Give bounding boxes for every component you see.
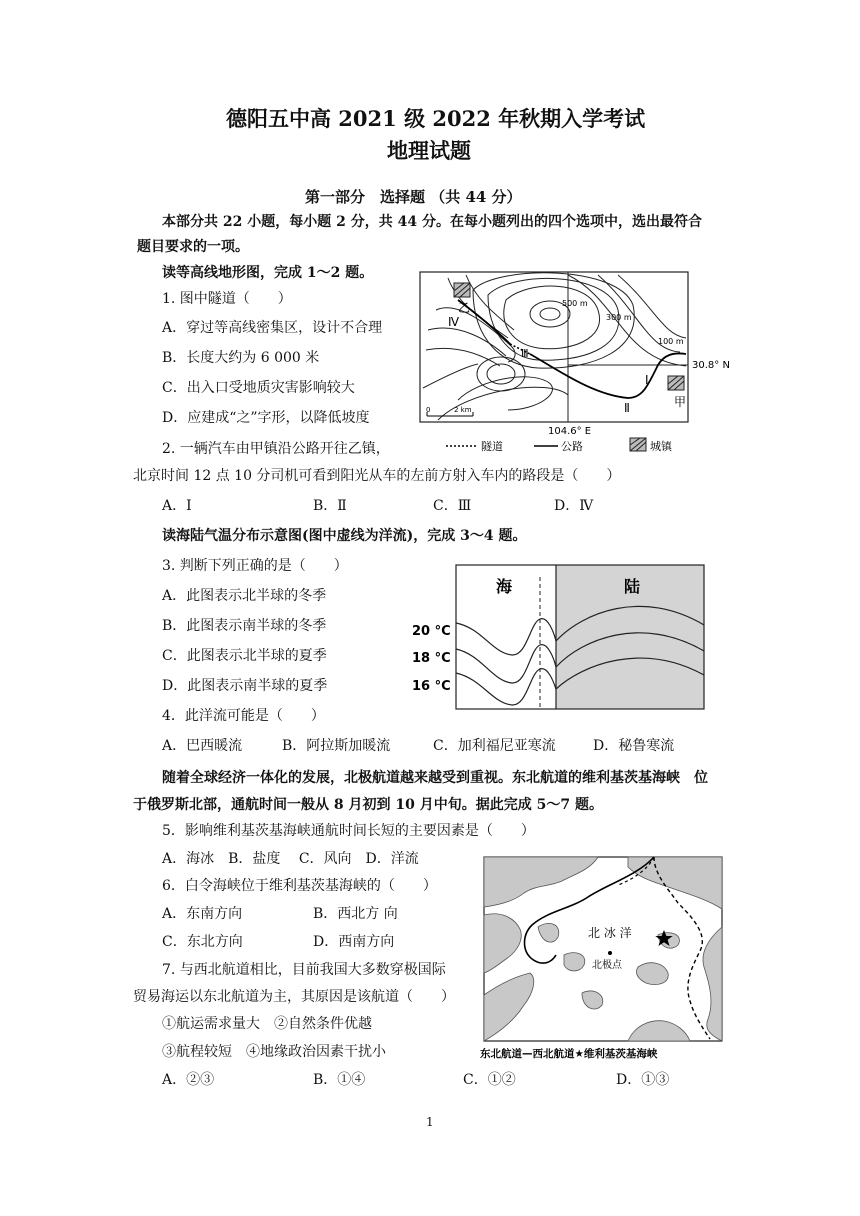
q2-option-c: C．Ⅲ — [433, 498, 472, 514]
q1-option-d: D．应建成“之”字形，以降低坡度 — [162, 410, 370, 426]
sea-label: 海 — [496, 577, 513, 596]
q7-option-c: C．①② — [463, 1072, 516, 1088]
isotherm-label-20: 20 °C — [412, 624, 451, 639]
q7-stem-line2: 贸易海运以东北航道为主，其原因是该航道（ ） — [133, 989, 455, 1005]
instructions-line2: 题目要求的一项。 — [137, 239, 249, 255]
q5-stem: 5．影响维利基茨基海峡通航时间长短的主要因素是（ ） — [162, 823, 535, 839]
q4-option-b: B．阿拉斯加暖流 — [282, 738, 391, 754]
north-pole-label: 北极点 — [592, 960, 622, 971]
section-heading: 第一部分 选择题 （共 44 分） — [305, 188, 522, 206]
q4-stem: 4．此洋流可能是（ ） — [162, 708, 325, 724]
q3-stem: 3. 判断下列正确的是（ ） — [162, 558, 348, 574]
town-label-yi: 乙 — [458, 301, 471, 315]
q3-option-c: C．此图表示北半球的夏季 — [162, 648, 327, 664]
q2-option-b: B．Ⅱ — [313, 498, 347, 514]
group2-lead: 读海陆气温分布示意图(图中虚线为洋流)，完成 3～4 题。 — [162, 528, 527, 544]
instructions-line1: 本部分共 22 小题，每小题 2 分，共 44 分。在每小题列出的四个选项中，选出最符合 — [162, 214, 702, 230]
q6-option-b: B．西北方 向 — [313, 906, 398, 922]
longitude-label: 104.6° E — [548, 426, 592, 437]
group3-lead-line1: 随着全球经济一体化的发展，北极航道越来越受到重视。东北航道的维利基茨基海峡 位 — [162, 770, 708, 786]
isotherm-label-18: 18 °C — [412, 651, 451, 666]
q2-option-a: A．Ⅰ — [162, 498, 192, 514]
q4-option-c: C．加利福尼亚寒流 — [433, 738, 556, 754]
legend-road: 公路 — [561, 440, 583, 453]
page-number: 1 — [426, 1115, 434, 1129]
segment-label-3: Ⅲ — [521, 347, 529, 360]
contour-map — [418, 270, 734, 455]
q6-option-c: C．东北方向 — [162, 934, 243, 950]
q2-option-d: D．Ⅳ — [554, 498, 594, 514]
q5-options: A．海冰 B．盐度 C．风向 D．洋流 — [162, 851, 419, 867]
q7-stem-line1: 7. 与西北航道相比，目前我国大多数穿极国际 — [162, 962, 446, 978]
group3-lead-line2: 于俄罗斯北部，通航时间一般从 8 月初到 10 月中旬。据此完成 5～7 题。 — [133, 797, 603, 813]
scale-label: 2 km — [454, 406, 472, 414]
contour-label-500: 500 m — [562, 299, 588, 308]
q7-statements-2: ③航程较短 ④地缘政治因素干扰小 — [162, 1044, 386, 1060]
q2-stem-line1: 2. 一辆汽车由甲镇沿公路开往乙镇， — [162, 441, 390, 457]
q3-option-a: A．此图表示北半球的冬季 — [162, 588, 327, 604]
q7-option-a: A．②③ — [162, 1072, 215, 1088]
sea-land-temperature-figure — [412, 563, 708, 713]
isotherm-label-16: 16 °C — [412, 679, 451, 694]
q6-stem: 6．白令海峡位于维利基茨基海峡的（ ） — [162, 878, 437, 894]
legend-town: 城镇 — [650, 440, 672, 453]
arctic-ocean-label: 北 冰 洋 — [588, 926, 632, 940]
q1-stem: 1. 图中隧道（ ） — [162, 291, 292, 307]
exam-subtitle: 地理试题 — [387, 138, 471, 163]
segment-label-4: Ⅳ — [448, 315, 460, 329]
group1-lead: 读等高线地形图，完成 1～2 题。 — [162, 265, 374, 281]
contour-label-300: 300 m — [606, 313, 632, 322]
latitude-label: 30.8° N — [692, 360, 730, 371]
q3-option-b: B．此图表示南半球的冬季 — [162, 618, 327, 634]
exam-title: 德阳五中高 2021 级 2022 年秋期入学考试 — [226, 106, 646, 131]
q6-option-d: D．西南方向 — [313, 934, 395, 950]
segment-label-1: Ⅰ — [645, 373, 649, 387]
scale-zero: 0 — [426, 406, 431, 414]
town-label-jia: 甲 — [674, 395, 687, 409]
q1-option-b: B．长度大约为 6 000 米 — [162, 350, 320, 366]
q2-stem-line2: 北京时间 12 点 10 分司机可看到阳光从车的左前方射入车内的路段是（ ） — [133, 468, 621, 484]
q4-option-d: D．秘鲁寒流 — [593, 738, 675, 754]
q1-option-c: C．出入口受地质灾害影响较大 — [162, 380, 355, 396]
land-label: 陆 — [624, 577, 641, 596]
q7-option-b: B．①④ — [313, 1072, 366, 1088]
arctic-route-map — [478, 855, 754, 1065]
q3-option-d: D．此图表示南半球的夏季 — [162, 678, 328, 694]
q6-option-a: A．东南方向 — [162, 906, 243, 922]
contour-label-100: 100 m — [658, 337, 684, 346]
arctic-map-legend: 东北航道—西北航道★维利基茨基海峡 — [480, 1048, 658, 1060]
legend-tunnel: 隧道 — [481, 440, 503, 453]
q1-option-a: A．穿过等高线密集区，设计不合理 — [162, 320, 383, 336]
segment-label-2: Ⅱ — [624, 401, 630, 415]
q7-statements-1: ①航运需求量大 ②自然条件优越 — [162, 1016, 372, 1032]
q4-option-a: A．巴西暖流 — [162, 738, 243, 754]
q7-option-d: D．①③ — [616, 1072, 670, 1088]
